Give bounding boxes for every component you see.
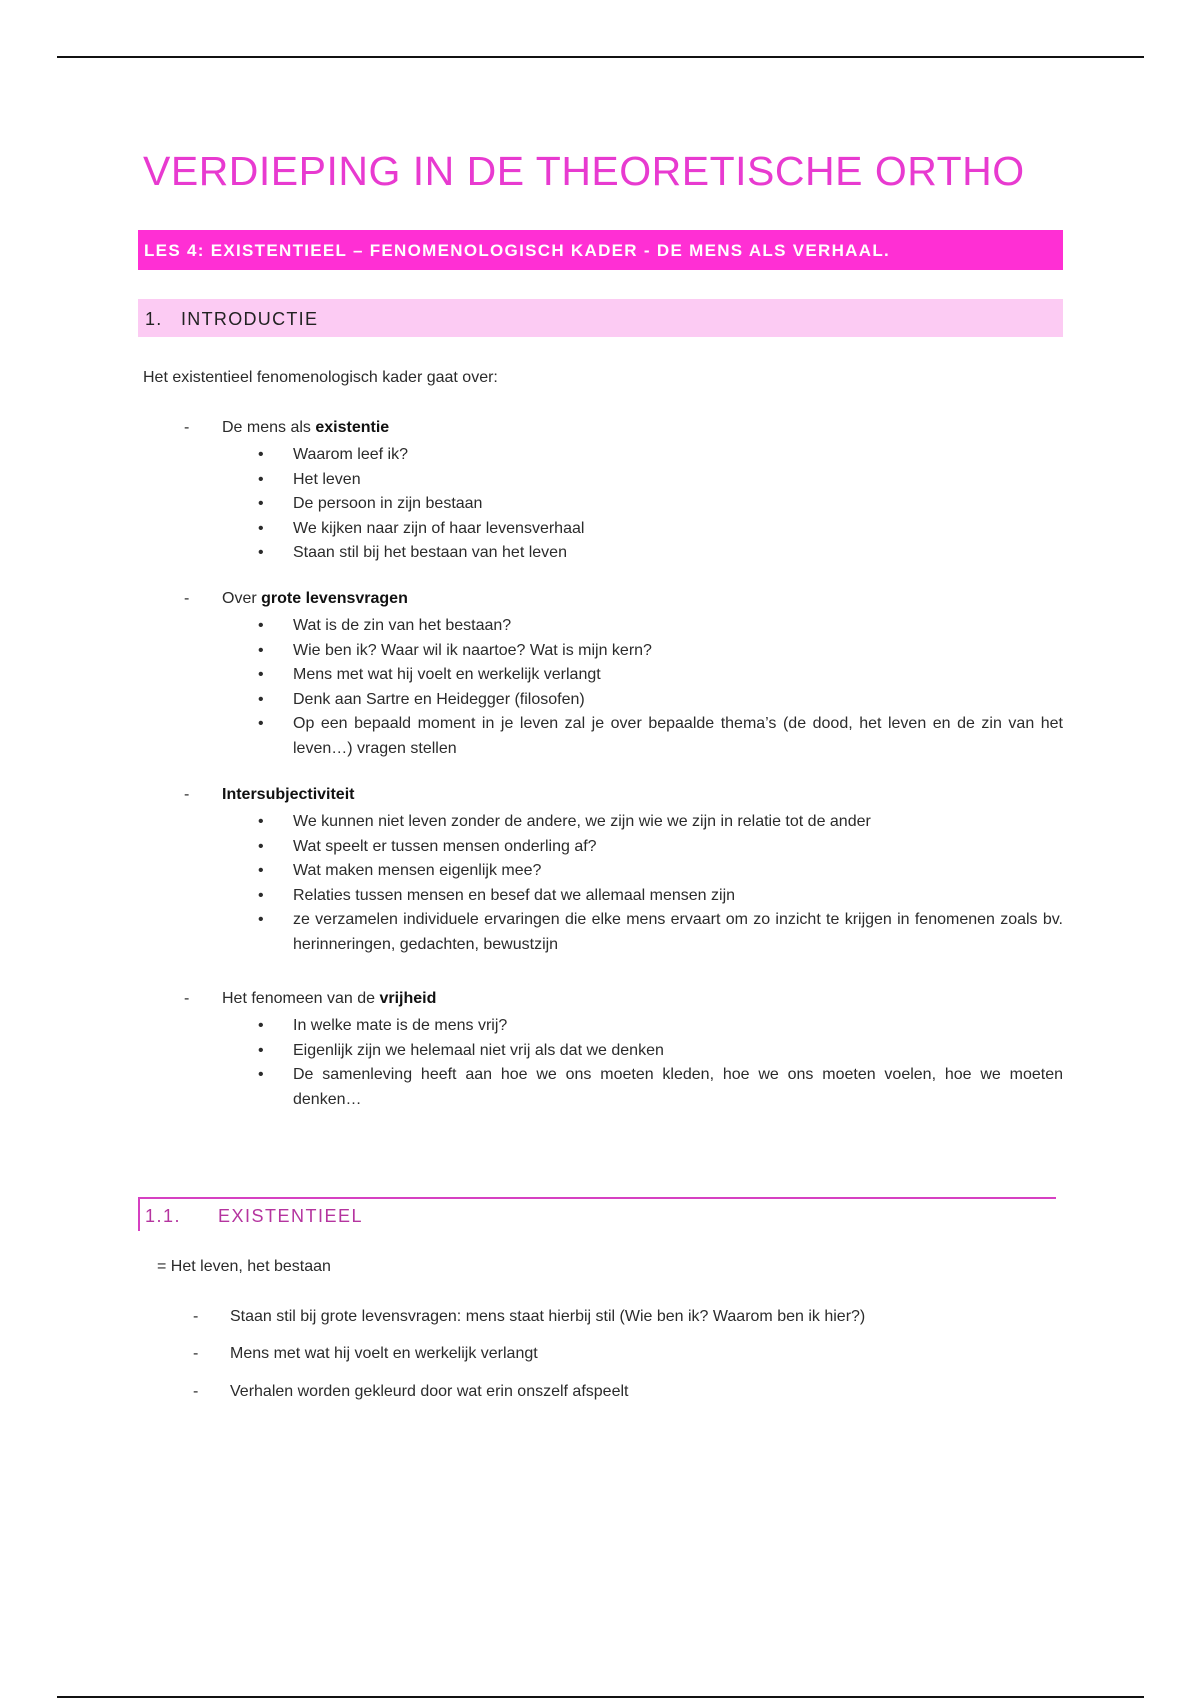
- dash-marker: -: [193, 1383, 199, 1400]
- bullet-icon: •: [258, 715, 264, 732]
- dash-marker: -: [193, 1345, 199, 1362]
- dash-marker: -: [184, 419, 190, 436]
- bullet-icon: •: [258, 519, 264, 537]
- dash-marker: -: [184, 786, 190, 803]
- topic-heading: Over grote levensvragen: [222, 590, 408, 607]
- list-item: • Wat is de zin van het bestaan?: [138, 614, 1063, 639]
- dash-marker: -: [184, 590, 190, 607]
- list-item: • Denk aan Sartre en Heidegger (filosofen): [138, 688, 1063, 713]
- list-item: • Wat maken mensen eigenlijk mee?: [138, 859, 1063, 884]
- subsection-heading: [138, 1197, 1056, 1231]
- topic-heading: [222, 786, 354, 804]
- list-item: • We kijken naar zijn of haar levensverhaal: [138, 517, 1063, 542]
- bullet-icon: •: [258, 813, 264, 830]
- document-title: VERDIEPING IN DE THEORETISCHE ORTHO: [143, 148, 1025, 194]
- bullet-icon: •: [258, 544, 264, 561]
- bullet-icon: •: [258, 886, 264, 904]
- list-item: • Wat speelt er tussen mensen onderling af?: [138, 835, 1063, 860]
- subsection-title: EXISTENTIEEL: [218, 1206, 364, 1226]
- bullet-icon: •: [258, 862, 264, 879]
- list-item: • We kunnen niet leven zonder de andere, we zijn wie we zijn in relatie tot de ander: [138, 810, 1063, 835]
- bullet-icon: •: [258, 1041, 264, 1059]
- bullet-icon: •: [258, 1017, 264, 1034]
- list-item: • In welke mate is de mens vrij?: [138, 1014, 1063, 1039]
- bullet-icon: •: [258, 911, 264, 928]
- list-item: • Op een bepaald moment in je leven zal je over bepaalde thema’s (de dood, het leven en de zin van het leven…) vragen stellen: [138, 712, 1063, 761]
- section-heading: [138, 299, 1063, 337]
- bullet-icon: •: [258, 690, 264, 708]
- list-item: • Mens met wat hij voelt en werkelijk verlangt: [138, 663, 1063, 688]
- bullet-icon: •: [258, 837, 264, 855]
- definition-text: = Het leven, het bestaan: [157, 1258, 331, 1275]
- intro-paragraph: Het existentieel fenomenologisch kader gaat over:: [143, 369, 498, 386]
- list-item: • ze verzamelen individuele ervaringen die elke mens ervaart om zo inzicht te krijgen in fenomenen zoals bv. herinneringen, gedachten, bewustzijn: [138, 908, 1063, 957]
- list-item: • De samenleving heeft aan hoe we ons moeten kleden, hoe we ons moeten voelen, hoe we moeten denken…: [138, 1063, 1063, 1112]
- list-item: • Staan stil bij het bestaan van het leven: [138, 541, 1063, 566]
- list-item: • Relaties tussen mensen en besef dat we allemaal mensen zijn: [138, 884, 1063, 909]
- bullet-icon: •: [258, 666, 264, 683]
- bullet-icon: •: [258, 446, 264, 463]
- bullet-icon: •: [258, 495, 264, 512]
- header-rule: [57, 56, 1144, 58]
- list-item: • Eigenlijk zijn we helemaal niet vrij als dat we denken: [138, 1039, 1063, 1064]
- bullet-icon: •: [258, 470, 264, 488]
- subsection-number: 1.1.: [145, 1206, 182, 1226]
- bullet-icon: •: [258, 641, 264, 659]
- bullet-icon: •: [258, 1066, 264, 1083]
- list-item: • Het leven: [138, 468, 1063, 493]
- bullet-icon: •: [258, 617, 264, 634]
- topic-keyword: existentie: [315, 419, 390, 436]
- topic-keyword: Intersubjectiviteit: [222, 786, 355, 803]
- dash-marker: -: [193, 1308, 199, 1325]
- topic-heading: De mens als existentie: [222, 419, 390, 436]
- footer-rule: [57, 1696, 1144, 1698]
- dash-marker: -: [184, 990, 190, 1007]
- section-title: INTRODUCTIE: [181, 309, 319, 329]
- list-item: • Wie ben ik? Waar wil ik naartoe? Wat is mijn kern?: [138, 639, 1063, 664]
- list-item: • De persoon in zijn bestaan: [138, 492, 1063, 517]
- topic-keyword: vrijheid: [379, 990, 437, 1007]
- lesson-banner: LES 4: EXISTENTIEEL – FENOMENOLOGISCH KADER - DE MENS ALS VERHAAL.: [138, 230, 1063, 270]
- section-number: 1.: [145, 309, 163, 329]
- topic-heading: Het fenomeen van de vrijheid: [222, 990, 437, 1007]
- topic-keyword: grote levensvragen: [261, 590, 408, 607]
- list-item: • Waarom leef ik?: [138, 443, 1063, 468]
